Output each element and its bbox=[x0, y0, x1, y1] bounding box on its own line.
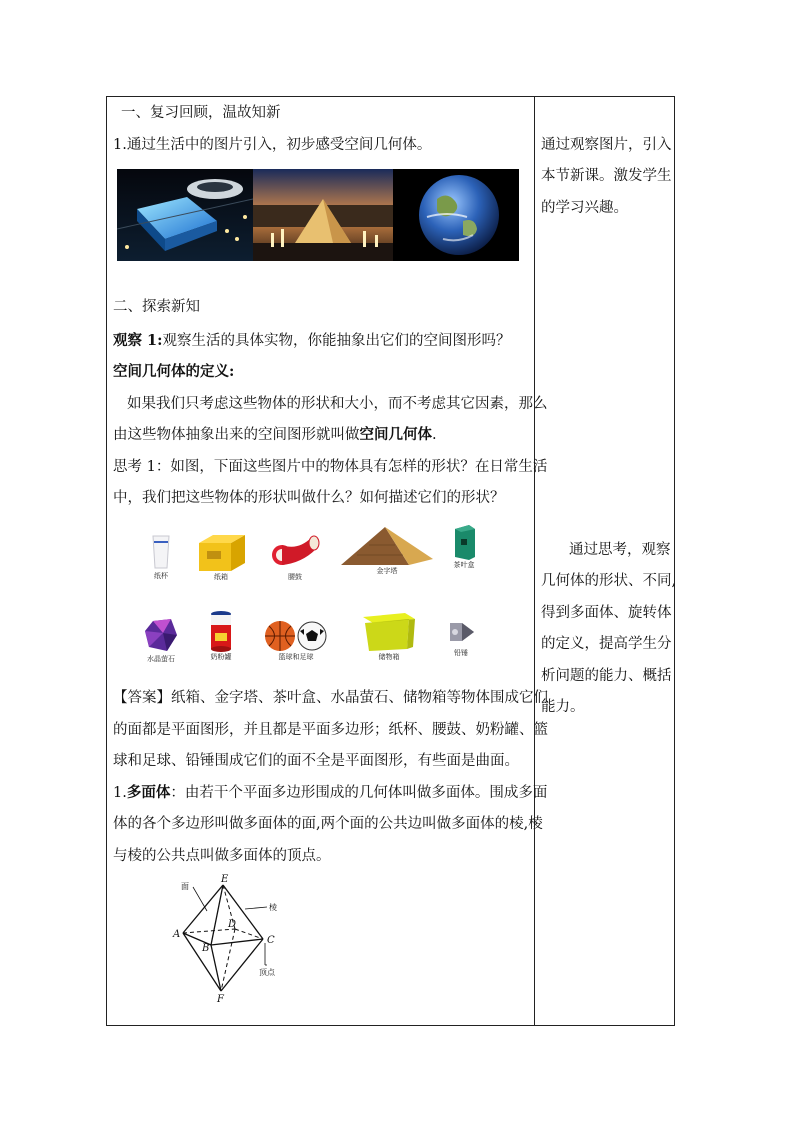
definition-term: 空间几何体 bbox=[359, 426, 432, 443]
pyramid-item bbox=[339, 525, 435, 576]
plumb-bob-caption: 铅锤 bbox=[454, 649, 468, 657]
paper-cup-item bbox=[143, 532, 179, 581]
carton-icon bbox=[195, 529, 247, 573]
stadium-photo bbox=[117, 169, 253, 261]
note2-line1: 通过思考，观察 bbox=[569, 542, 671, 558]
paper-cup-caption: 纸杯 bbox=[154, 572, 168, 580]
note2-line5: 析问题的能力、概括 bbox=[541, 668, 672, 684]
edge-pointer bbox=[245, 907, 267, 909]
polyhedron-diagram bbox=[171, 873, 301, 1003]
vertex-label-a: A bbox=[173, 929, 181, 940]
note2-line4: 的定义，提高学生分 bbox=[541, 636, 672, 652]
milk-can-icon bbox=[207, 609, 235, 653]
note1-line3: 的学习兴趣。 bbox=[541, 200, 628, 216]
crystal-caption: 水晶萤石 bbox=[147, 655, 175, 663]
vertex-label-d: D bbox=[228, 919, 237, 930]
note1-line2: 本节新课。激发学生 bbox=[541, 168, 672, 184]
tea-box-caption: 茶叶盒 bbox=[453, 561, 475, 569]
crystal-icon bbox=[141, 617, 181, 655]
lesson-table bbox=[106, 96, 675, 1026]
storage-box-icon bbox=[359, 607, 419, 653]
vertex-label-b: B bbox=[202, 943, 210, 954]
definition-heading-text: 空间几何体的定义: bbox=[113, 363, 235, 380]
definition-line2 bbox=[113, 425, 437, 445]
note1-line1: 通过观察图片，引入 bbox=[541, 137, 672, 153]
section2-heading: 二、探索新知 bbox=[113, 299, 200, 315]
waist-drum-item bbox=[267, 529, 323, 582]
tea-box-icon bbox=[451, 523, 477, 561]
pyramid-icon bbox=[339, 525, 435, 567]
think1-line1: 思考 1：如图，下面这些图片中的物体具有怎样的形状？在日常生活 bbox=[113, 459, 548, 475]
edge-label: 棱 bbox=[269, 903, 277, 912]
earth-photo bbox=[393, 169, 519, 261]
pyramid-photo bbox=[253, 169, 393, 261]
face-pointer bbox=[193, 887, 207, 911]
face-label: 面 bbox=[181, 882, 189, 891]
definition-line1: 如果我们只考虑这些物体的形状和大小，而不考虑其它因素，那么 bbox=[127, 396, 548, 412]
polyhedron-term: 多面体 bbox=[126, 784, 171, 801]
pyramid-caption: 金字塔 bbox=[376, 567, 398, 575]
note2-line2: 几何体的形状、不同, bbox=[541, 573, 677, 589]
vertex-label-c: C bbox=[267, 935, 275, 946]
definition-heading bbox=[113, 362, 234, 382]
answer-line3: 球和足球、铅锤围成它们的面不全是平面图形，有些面是曲面。 bbox=[113, 753, 519, 769]
polyhedron-line2: 体的各个多边形叫做多面体的面,两个面的公共边叫做多面体的棱,棱 bbox=[113, 816, 543, 832]
answer-line1: 【答案】纸箱、金字塔、茶叶盒、水晶萤石、储物箱等物体围成它们 bbox=[113, 690, 548, 706]
crystal-item bbox=[135, 617, 187, 664]
polyhedron-line1 bbox=[113, 783, 547, 803]
section1-item1: 1.通过生活中的图片引入，初步感受空间几何体。 bbox=[113, 137, 432, 153]
polyhedron-line1-rest: ：由若干个平面多边形围成的几何体叫做多面体。围成多面 bbox=[170, 785, 548, 801]
waist-drum-caption: 腰鼓 bbox=[288, 573, 302, 581]
tea-box-item bbox=[443, 523, 485, 570]
column-divider bbox=[534, 97, 535, 1025]
observe1-line bbox=[113, 331, 511, 351]
storage-box-item bbox=[357, 607, 421, 662]
note2-line3: 得到多面体、旋转体 bbox=[541, 605, 672, 621]
section1-heading: 一、复习回顾，温故知新 bbox=[121, 105, 281, 121]
balls-icon bbox=[262, 619, 330, 653]
observe1-label: 观察 1: bbox=[113, 332, 163, 349]
definition-line2-a: 由这些物体抽象出来的空间图形就叫做 bbox=[113, 427, 360, 443]
balls-item bbox=[261, 619, 331, 662]
carton-caption: 纸箱 bbox=[214, 573, 228, 581]
vertex-label-e: E bbox=[221, 874, 229, 885]
waist-drum-icon bbox=[268, 529, 322, 573]
plumb-bob-icon bbox=[446, 615, 476, 649]
note2-line6: 能力。 bbox=[541, 699, 585, 715]
vertex-label: 顶点 bbox=[259, 968, 275, 977]
definition-line2-c: . bbox=[432, 427, 437, 443]
milk-can-caption: 奶粉罐 bbox=[210, 653, 232, 661]
think1-line2: 中，我们把这些物体的形状叫做什么？如何描述它们的形状？ bbox=[113, 490, 505, 506]
storage-box-caption: 储物箱 bbox=[378, 653, 400, 661]
vertex-label-f: F bbox=[217, 994, 224, 1003]
milk-can-item bbox=[201, 609, 241, 662]
paper-cup-icon bbox=[150, 532, 172, 572]
carton-item bbox=[193, 529, 249, 582]
edge-ea bbox=[183, 885, 223, 933]
answer-line2: 的面都是平面图形，并且都是平面多边形；纸杯、腰鼓、奶粉罐、篮 bbox=[113, 722, 548, 738]
edge-ec bbox=[223, 885, 263, 939]
edge-eb bbox=[211, 885, 223, 945]
edge-bc bbox=[211, 939, 263, 945]
observe1-text: 观察生活的具体实物，你能抽象出它们的空间图形吗？ bbox=[162, 333, 511, 349]
polyhedron-prefix: 1. bbox=[113, 785, 127, 801]
balls-caption: 篮球和足球 bbox=[278, 653, 314, 661]
polyhedron-line3: 与棱的公共点叫做多面体的顶点。 bbox=[113, 848, 331, 864]
plumb-bob-item bbox=[439, 615, 483, 658]
